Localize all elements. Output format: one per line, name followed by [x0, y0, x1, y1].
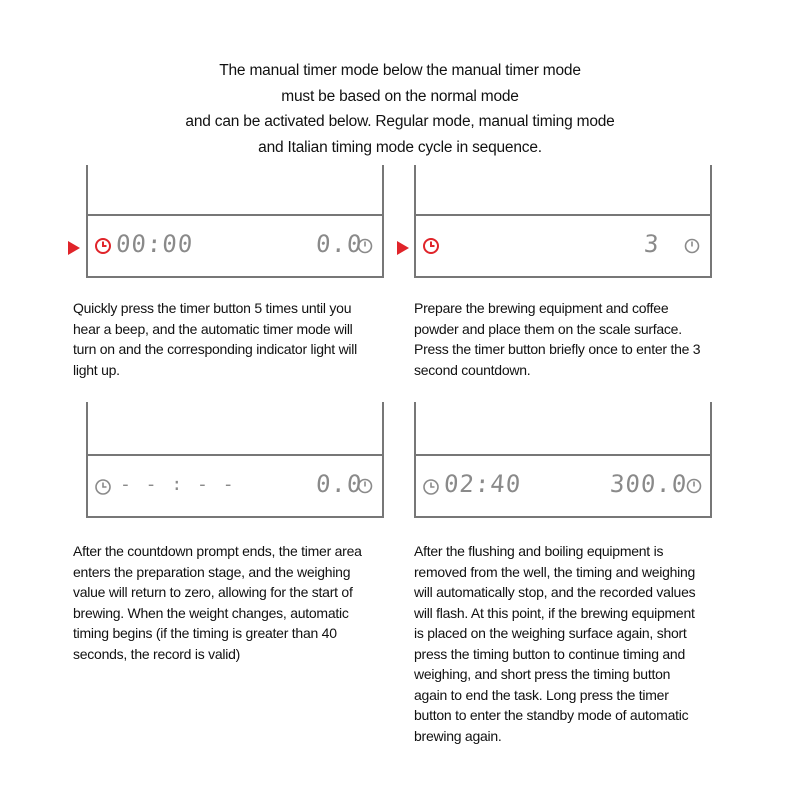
power-icon — [686, 478, 702, 494]
description-line: value will return to zero, allowing for the start of — [73, 584, 353, 600]
description-line: Press the timer button briefly once to enter the 3 — [414, 341, 701, 357]
clock-icon — [422, 237, 440, 255]
description-line: brewing again. — [414, 727, 502, 744]
description-line: press the timing button to continue timing and — [414, 645, 686, 662]
weight-readout: 0.0 — [315, 470, 364, 498]
scale-panel-manual-mode — [86, 165, 384, 278]
description-line: seconds, the record is valid) — [73, 645, 241, 662]
description-line: After the countdown prompt ends, the timer area — [73, 543, 362, 559]
intro-line: The manual timer mode below the manual timer mode — [219, 62, 581, 79]
description-line: second countdown. — [414, 361, 531, 378]
description-line: is placed on the weighing surface again, short — [414, 625, 687, 641]
description-line: again to end the task. Long press the timer — [414, 686, 669, 703]
description-line: powder and place them on the scale surface. — [414, 320, 682, 337]
description-line: will flash. At this point, if the brewing equipment — [414, 604, 695, 621]
step-2-description — [414, 298, 700, 380]
scale-panel-countdown — [414, 165, 712, 278]
intro-line: and can be activated below. Regular mode, manual timing mode — [185, 113, 615, 130]
timer-readout: 02:40 — [443, 470, 523, 498]
scale-display — [86, 454, 384, 518]
description-line: will automatically stop, and the recorded values — [414, 584, 696, 600]
description-line: timing begins (if the timing is greater than 40 — [73, 625, 337, 641]
clock-icon — [422, 478, 440, 496]
description-line: light up. — [73, 361, 120, 378]
intro-text — [100, 58, 700, 160]
weight-readout: 0.0 — [315, 230, 364, 258]
power-icon — [357, 478, 373, 494]
timer-readout: 00:00 — [115, 230, 195, 258]
description-line: Quickly press the timer button 5 times until you — [73, 300, 352, 316]
description-line: brewing. When the weight changes, automatic — [73, 604, 349, 621]
scale-panel-preparation — [86, 402, 384, 518]
clock-icon — [94, 478, 112, 496]
countdown-readout: 3 — [643, 230, 661, 258]
description-line: hear a beep, and the automatic timer mode will — [73, 320, 353, 337]
timer-readout: - - : - - — [120, 474, 236, 495]
description-line: turn on and the corresponding indicator light will — [73, 341, 358, 357]
description-line: Prepare the brewing equipment and coffee — [414, 300, 669, 316]
scale-panel-recorded — [414, 402, 712, 518]
power-icon — [357, 238, 373, 254]
step-4-description — [414, 541, 695, 746]
intro-line: and Italian timing mode cycle in sequence. — [258, 138, 542, 156]
description-line: enters the preparation stage, and the weighing — [73, 563, 351, 580]
power-icon — [684, 238, 700, 254]
scale-display — [86, 214, 384, 278]
description-line: After the flushing and boiling equipment is — [414, 543, 664, 559]
mode-indicator-arrow-icon — [68, 241, 80, 255]
clock-icon — [94, 237, 112, 255]
step-1-description — [73, 298, 357, 380]
scale-display — [414, 454, 712, 518]
mode-indicator-arrow-icon — [397, 241, 409, 255]
step-3-description — [73, 541, 362, 664]
weight-readout: 300.0 — [609, 470, 689, 498]
description-line: removed from the well, the timing and weighing — [414, 563, 696, 580]
description-line: weighing, and short press the timing button — [414, 666, 671, 682]
intro-line: must be based on the normal mode — [281, 87, 519, 105]
scale-display — [414, 214, 712, 278]
description-line: button to enter the standby mode of automatic — [414, 707, 689, 723]
